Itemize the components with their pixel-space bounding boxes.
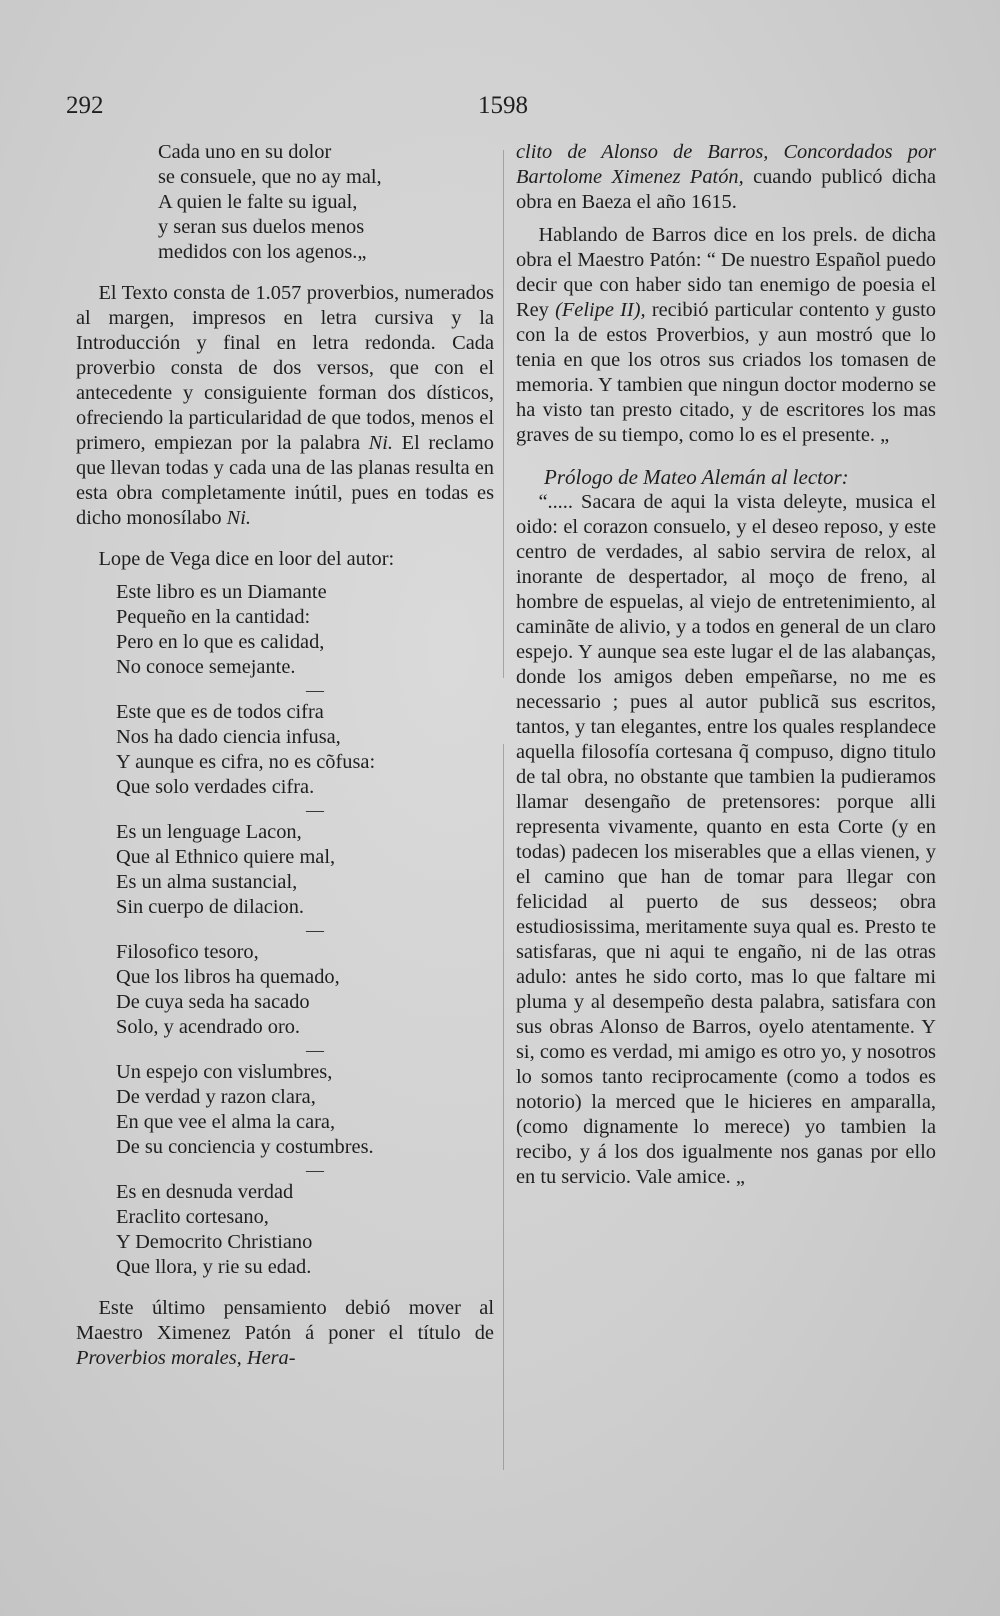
verse-line: Que al Ethnico quiere mal, [116,846,336,868]
verse-line: Pero en lo que es calidad, [116,631,325,653]
stanza-separator: — [306,680,324,700]
stanza [76,700,494,800]
verse-line: Y aunque es cifra, no es cõfusa: [116,751,376,773]
opening-verse [76,140,494,265]
stanza-separator: — [306,1160,324,1180]
verse-line: Que los libros ha quemado, [116,966,340,988]
verse-line: medidos con los agenos.„ [158,241,367,263]
verse-line: Un espejo con vislumbres, [116,1061,333,1083]
verse-line: A quien le falte su igual, [158,191,358,213]
verse-line: No conoce semejante. [116,656,296,678]
verse-line: Este libro es un Diamante [116,581,327,603]
column-divider [503,150,504,1470]
paragraph-title-note: Este último pensamiento debió mover al Maestro Ximenez Patón á poner el título de Proverbios morales, Hera- [76,1297,494,1369]
left-column [76,140,494,1371]
paragraph-lope: Lope de Vega dice en loor del autor: [98,548,395,570]
stanza [76,820,494,920]
verse-line: y seran sus duelos menos [158,216,365,238]
paragraph-prologue: “..... Sacara de aqui la vista deleyte, musica el oido: el corazon consuelo, y el deseo reposo, y este centro de verdades, al sabio servira de relox, al inorante de despertador, al moço de freno, al hombre de espuelas, al viejo de entretenimiento, al caminãte de alivio, y a todos en general de un claro espejo. Y aunque sea este lugar el de las alabanças, donde los amigos deben empeñarse, no me es necessario ; pues al autor publicã sus escritos, tantos, y tan elegantes, entre los quales resplandece aquella filosofía cortesana q̃ compuso, digno titulo de tal obra, no obstante que tambien la pudieramos llamar desengaño de pretensores: porque alli representa vivamente, quanto en esta Corte (y en todas) padecen los miserables que a ellas vienen, y el camino que han de tomar para llegar con felicidad al puerto de sus desseos; obra estudiosissima, meritamente suya qual es. Presto te satisfaras, que ni aqui te engaño, ni de las otras adulo: antes he sido corto, mas lo que faltare mi pluma y al desempeño desta palabra, satisfara con sus obras Alonso de Barros, oyelo atentamente. Y si, como es verdad, mi amigo es otro yo, y nosotros lo somos tanto reciprocamente (como a todos es notorio) la merced que le hicieres en amparalla, (como dignamente lo merece) yo tambien la recibo, y á los dos igualmente nos ganas por ello en tu servicio. Vale amice. „ [516,491,936,1188]
verse-line: Que solo verdades cifra. [116,776,315,798]
right-column [516,140,936,1190]
verse-line: De verdad y razon clara, [116,1086,316,1108]
stanza-separator: — [306,800,324,820]
stanza [76,1180,494,1280]
verse-line: Eraclito cortesano, [116,1206,269,1228]
paragraph-text-description: El Texto consta de 1.057 proverbios, numerados al margen, impresos en letra cursiva y la Introducción y final en letra redonda. Cada proverbio consta de dos versos, que con el antecedente y consiguiente forman dos dísticos, ofreciendo la particularidad de que todos, menos el primero, empiezan por la palabra Ni. El reclamo que llevan todas y cada una de las planas resulta en esta obra completamente inútil, pues en todas es dicho monosílabo Ni. [76,282,494,529]
page-header [0,92,1000,132]
verse-line: Sin cuerpo de dilacion. [116,896,304,918]
page-number: 292 [66,92,104,119]
verse-line: De su conciencia y costumbres. [116,1136,374,1158]
verse-line: Pequeño en la cantidad: [116,606,311,628]
stanza [76,1060,494,1160]
stanza-separator: — [306,1040,324,1060]
verse-line: Filosofico tesoro, [116,941,259,963]
verse-line: Es un lenguage Lacon, [116,821,302,843]
stanza [76,580,494,680]
verse-line: Cada uno en su dolor [158,141,332,163]
verse-line: Este que es de todos cifra [116,701,324,723]
verse-line: se consuele, que no ay mal, [158,166,382,188]
verse-line: Es en desnuda verdad [116,1181,294,1203]
verse-line: Nos ha dado ciencia infusa, [116,726,341,748]
verse-line: Es un alma sustancial, [116,871,298,893]
paragraph-title-cont: clito de Alonso de Barros, Concordados por Bartolome Ximenez Patón, cuando publicó dicha obra en Baeza el año 1615. [516,141,936,213]
stanza [76,940,494,1040]
verse-line: En que vee el alma la cara, [116,1111,336,1133]
verse-line: Que llora, y rie su edad. [116,1256,312,1278]
stanza-separator: — [306,920,324,940]
paragraph-paton: Hablando de Barros dice en los prels. de dicha obra el Maestro Patón: “ De nuestro Español puedo decir que con haber sido tan enemigo de poesia el Rey (Felipe II), recibió particular contento y gusto con la de estos Proverbios, y aun mostró que lo tenia en que los otros sus criados los tomasen de memoria. Y tambien que ningun doctor moderno se ha visto tan presto citado, y de escritores los mas graves de su tiempo, como lo es el presente. „ [516,224,936,446]
verse-line: De cuya seda ha sacado [116,991,310,1013]
running-head-year: 1598 [478,92,528,119]
verse-line: Solo, y acendrado oro. [116,1016,301,1038]
verse-line: Y Democrito Christiano [116,1231,313,1253]
section-heading: Prólogo de Mateo Alemán al lector: [544,465,849,489]
